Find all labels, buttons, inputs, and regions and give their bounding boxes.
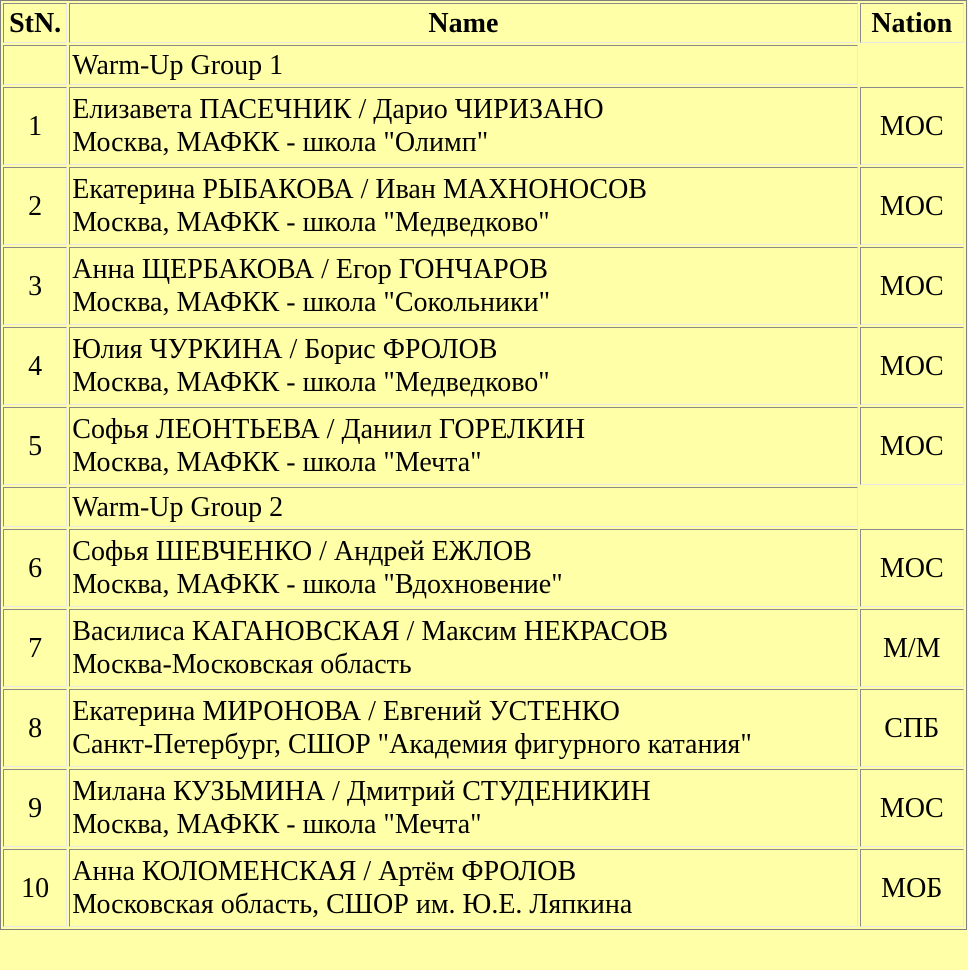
club-name: Москва, МАФКК - школа "Вдохновение"	[72, 569, 563, 600]
nation-code: MOC	[860, 407, 964, 485]
pair-names: Елизавета ПАСЕЧНИК / Дарио ЧИРИЗАНО	[72, 94, 604, 125]
header-stn: StN.	[3, 3, 67, 43]
entry-name-cell	[69, 529, 857, 607]
nation-code: MOC	[860, 247, 964, 325]
entry-name-cell	[69, 849, 857, 927]
table-row	[3, 529, 964, 607]
table-row	[3, 689, 964, 767]
nation-code: M/M	[860, 609, 964, 687]
club-name: Москва, МАФКК - школа "Медведково"	[72, 367, 550, 398]
pair-names: Екатерина РЫБАКОВА / Иван МАХНОНОСОВ	[72, 174, 647, 205]
entry-name-cell	[69, 769, 857, 847]
club-name: Москва-Московская область	[72, 649, 412, 680]
group-stn-empty	[3, 487, 67, 527]
pair-names: Анна КОЛОМЕНСКАЯ / Артём ФРОЛОВ	[72, 856, 577, 887]
pair-names: Софья ЛЕОНТЬЕВА / Даниил ГОРЕЛКИН	[72, 414, 586, 445]
entry-name-cell	[69, 167, 857, 245]
start-number: 9	[3, 769, 67, 847]
club-name: Москва, МАФКК - школа "Медведково"	[72, 207, 550, 238]
start-number: 10	[3, 849, 67, 927]
table-row	[3, 247, 964, 325]
table-row	[3, 87, 964, 165]
club-name: Москва, МАФКК - школа "Мечта"	[72, 447, 482, 478]
entry-name-cell	[69, 327, 857, 405]
table-row	[3, 769, 964, 847]
entry-name-cell	[69, 609, 857, 687]
entry-name-cell	[69, 87, 857, 165]
nation-code: СПБ	[860, 689, 964, 767]
start-number: 6	[3, 529, 67, 607]
warmup-group-label: Warm-Up Group 1	[69, 45, 857, 85]
club-name: Москва, МАФКК - школа "Олимп"	[72, 127, 489, 158]
group-nation-empty	[860, 487, 964, 527]
club-name: Санкт-Петербург, СШОР "Академия фигурного катания"	[72, 729, 752, 760]
nation-code: MOC	[860, 769, 964, 847]
nation-code: MOC	[860, 87, 964, 165]
club-name: Москва, МАФКК - школа "Мечта"	[72, 809, 482, 840]
start-number: 1	[3, 87, 67, 165]
nation-code: MOC	[860, 529, 964, 607]
pair-names: Василиса КАГАНОВСКАЯ / Максим НЕКРАСОВ	[72, 616, 669, 647]
start-number: 3	[3, 247, 67, 325]
header-nation: Nation	[860, 3, 964, 43]
entry-name-cell	[69, 689, 857, 767]
start-number: 5	[3, 407, 67, 485]
warmup-group-row	[3, 487, 964, 527]
warmup-group-row	[3, 45, 964, 85]
header-name: Name	[69, 3, 857, 43]
start-number: 4	[3, 327, 67, 405]
start-number: 8	[3, 689, 67, 767]
start-number: 2	[3, 167, 67, 245]
group-nation-empty	[860, 45, 964, 85]
table-row	[3, 327, 964, 405]
entry-name-cell	[69, 247, 857, 325]
warmup-group-label: Warm-Up Group 2	[69, 487, 857, 527]
club-name: Московская область, СШОР им. Ю.Е. Ляпкина	[72, 889, 633, 920]
group-stn-empty	[3, 45, 67, 85]
start-number: 7	[3, 609, 67, 687]
pair-names: Екатерина МИРОНОВА / Евгений УСТЕНКО	[72, 696, 620, 727]
entry-name-cell	[69, 407, 857, 485]
pair-names: Анна ЩЕРБАКОВА / Егор ГОНЧАРОВ	[72, 254, 548, 285]
nation-code: МОБ	[860, 849, 964, 927]
header-row	[3, 3, 964, 43]
pair-names: Софья ШЕВЧЕНКО / Андрей ЕЖЛОВ	[72, 536, 532, 567]
pair-names: Юлия ЧУРКИНА / Борис ФРОЛОВ	[72, 334, 498, 365]
nation-code: MOC	[860, 327, 964, 405]
table-row	[3, 849, 964, 927]
club-name: Москва, МАФКК - школа "Сокольники"	[72, 287, 551, 318]
table-row	[3, 609, 964, 687]
nation-code: MOC	[860, 167, 964, 245]
table-row	[3, 407, 964, 485]
pair-names: Милана КУЗЬМИНА / Дмитрий СТУДЕНИКИН	[72, 776, 651, 807]
table-row	[3, 167, 964, 245]
